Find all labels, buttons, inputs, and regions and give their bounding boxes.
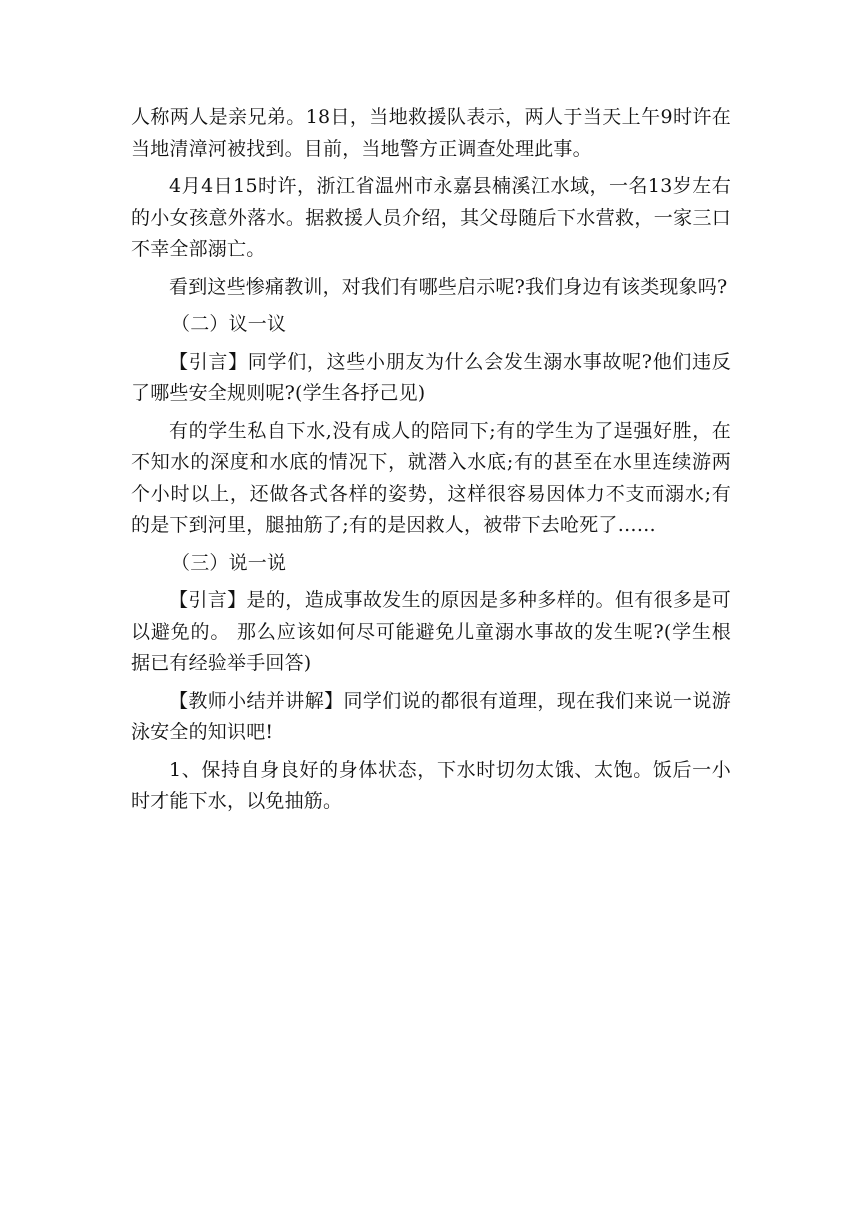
paragraph-intro-discuss: 【引言】同学们，这些小朋友为什么会发生溺水事故呢?他们违反了哪些安全规则呢?(学生各抒己见) xyxy=(131,350,731,404)
paragraph-intro-talk: 【引言】是的，造成事故发生的原因是多种多样的。但有很多是可以避免的。 那么应该如何尽可能避免儿童溺水事故的发生呢?(学生根据已有经验举手回答) xyxy=(131,589,731,674)
paragraph-teacher-summary: 【教师小结并讲解】同学们说的都很有道理，现在我们来说一说游泳安全的知识吧! xyxy=(131,689,731,743)
paragraph-reflection-question: 看到这些惨痛教训，对我们有哪些启示呢?我们身边有该类现象吗? xyxy=(169,275,728,298)
paragraph-safety-tip-1: 1、保持自身良好的身体状态，下水时切勿太饿、太饱。饭后一小时才能下水，以免抽筋。 xyxy=(131,758,731,812)
section-heading-talk: （三）说一说 xyxy=(171,551,287,574)
section-heading-discuss: （二）议一议 xyxy=(171,313,287,335)
paragraph-continuation: 人称两人是亲兄弟。18日，当地救援队表示，两人于当天上午9时许在当地清漳河被找到。目前，当地警方正调查处理此事。 xyxy=(131,106,731,160)
paragraph-wenzhou-incident: 4月4日15时许，浙江省温州市永嘉县楠溪江水域，一名13岁左右的小女孩意外落水。据救援人员介绍，其父母随后下水营救，一家三口不幸全部溺亡。 xyxy=(131,175,731,260)
document-body xyxy=(131,102,731,824)
paragraph-causes: 有的学生私自下水,没有成人的陪同下;有的学生为了逞强好胜，在不知水的深度和水底的情况下，就潜入水底;有的甚至在水里连续游两个小时以上，还做各式各样的姿势，这样很容易因体力不支而溺水;有的是下到河里，腿抽筋了;有的是因救人，被带下去呛死了…… xyxy=(131,419,731,536)
